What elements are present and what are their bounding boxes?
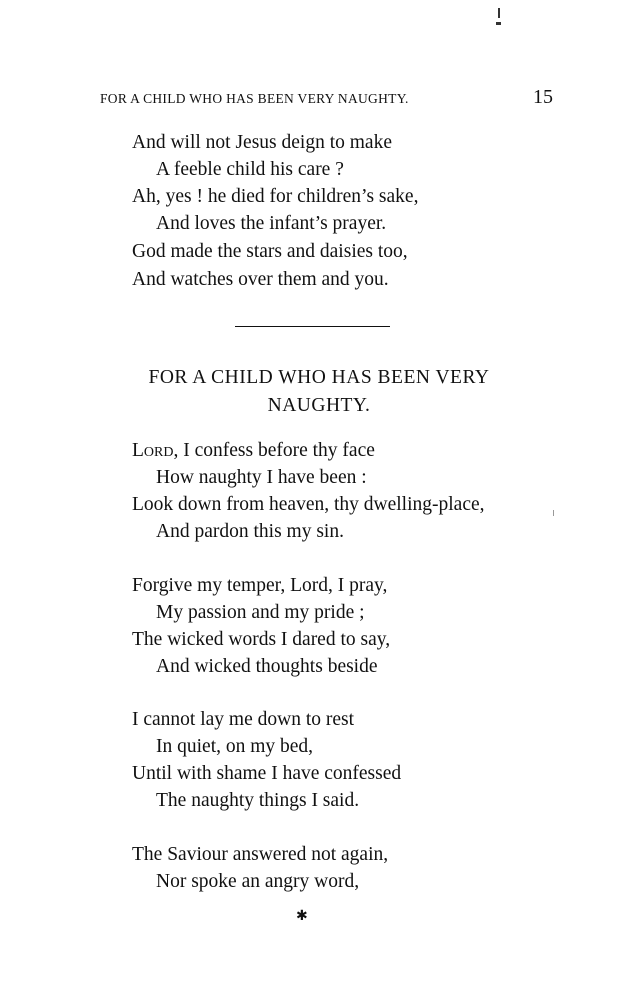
poem-line: And wicked thoughts beside (156, 656, 378, 677)
scan-speck (553, 510, 554, 516)
ornament-icon: ✱ (296, 909, 308, 924)
poem-line: Look down from heaven, thy dwelling-place, (132, 494, 485, 515)
poem-title-line: FOR A CHILD WHO HAS BEEN VERY (148, 367, 490, 388)
poem-line: Nor spoke an angry word, (156, 871, 360, 892)
poem-line: The wicked words I dared to say, (132, 629, 391, 650)
poem-line: My passion and my pride ; (156, 602, 365, 623)
poem-line: The Saviour answered not again, (132, 844, 389, 865)
poem-line: The naughty things I said. (156, 790, 360, 811)
poem-line: A feeble child his care ? (156, 159, 344, 180)
opening-line-rest: , I confess before thy face (173, 440, 375, 461)
poem-line: Ah, yes ! he died for children’s sake, (132, 186, 419, 207)
poem-line: Until with shame I have confessed (132, 763, 402, 784)
poem-line: Forgive my temper, Lord, I pray, (132, 575, 388, 596)
poem-title (88, 364, 550, 420)
poem-title-line: NAUGHTY. (267, 395, 371, 416)
opening-word: Lord (132, 440, 174, 461)
page-number: 15 (533, 86, 553, 108)
poem-line (132, 439, 375, 463)
poem-line: I cannot lay me down to rest (132, 709, 355, 730)
poem-line: God made the stars and daisies too, (132, 241, 408, 262)
poem-line: In quiet, on my bed, (156, 736, 314, 757)
poem-line: And watches over them and you. (132, 269, 389, 290)
section-rule (235, 326, 390, 327)
poem-line: And pardon this my sin. (156, 521, 344, 542)
poem-line: How naughty I have been : (156, 467, 367, 488)
poem-line: And loves the infant’s prayer. (156, 213, 387, 234)
running-head: FOR A CHILD WHO HAS BEEN VERY NAUGHTY. (100, 91, 409, 106)
poem-line: And will not Jesus deign to make (132, 132, 392, 153)
scan-speck (498, 8, 500, 18)
scan-speck (496, 22, 501, 25)
